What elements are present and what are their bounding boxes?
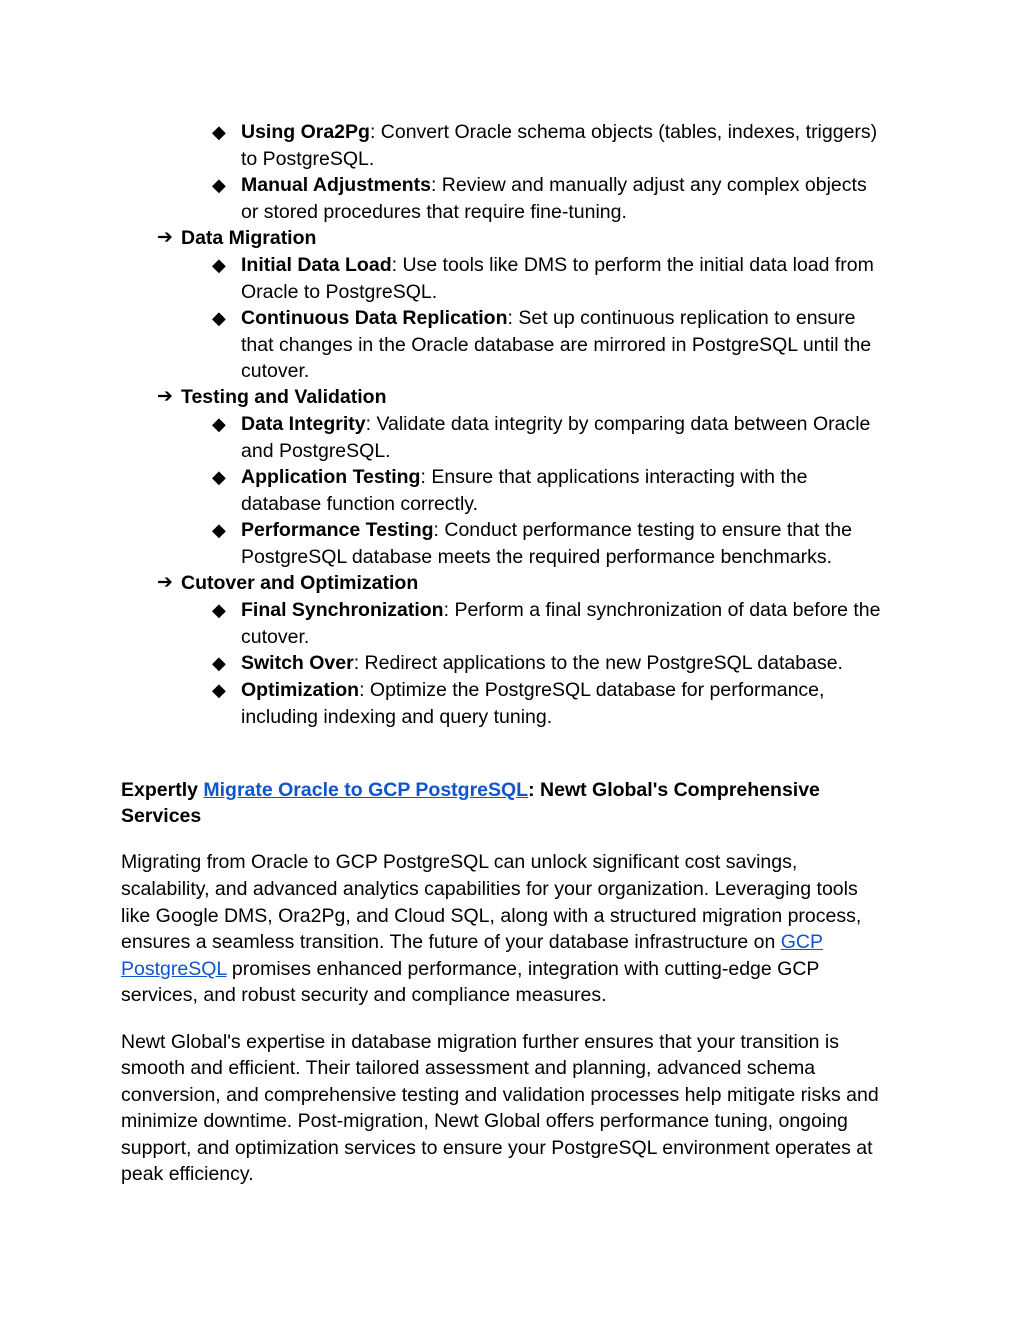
item-text: : Set up continuous replication to ensure — [507, 307, 856, 329]
item-text: : Optimize the PostgreSQL database for performance, — [359, 679, 825, 701]
item-text: : Conduct performance testing to ensure that the — [433, 519, 852, 541]
list-item-continuation: including indexing and query tuning. — [241, 706, 553, 728]
paragraph-line: conversion, and comprehensive testing and validation processes help mitigate risks and — [121, 1084, 879, 1106]
item-text: : Convert Oracle schema objects (tables, indexes, triggers) — [369, 121, 878, 143]
list-item-using-ora2pg — [241, 119, 877, 145]
list-item-final-synchronization — [241, 597, 880, 623]
paragraph-line: scalability, and advanced analytics capabilities for your organization. Leveraging tools — [121, 878, 858, 900]
heading-prefix: Expertly — [121, 779, 204, 801]
item-label: Initial Data Load — [241, 254, 392, 276]
paragraph-line: support, and optimization services to ensure your PostgreSQL environment operates at — [121, 1137, 873, 1159]
list-item-continuation: database function correctly. — [241, 493, 479, 515]
item-label: Data Integrity — [241, 413, 366, 435]
list-item-initial-data-load — [241, 252, 874, 278]
diamond-bullet-icon: ◆ — [212, 680, 226, 700]
paragraph-line: Newt Global's expertise in database migration further ensures that your transition is — [121, 1031, 839, 1053]
item-text: : Perform a final synchronization of data before the — [443, 599, 881, 621]
item-label: Using Ora2Pg — [241, 121, 370, 143]
item-text: : Use tools like DMS to perform the initial data load from — [391, 254, 874, 276]
paragraph-line — [121, 956, 819, 982]
diamond-bullet-icon: ◆ — [212, 122, 226, 142]
heading-suffix: : Newt Global's Comprehensive — [528, 779, 820, 801]
paragraph-line: services, and robust security and compliance measures. — [121, 984, 607, 1006]
paragraph-line: like Google DMS, Ora2Pg, and Cloud SQL, along with a structured migration process, — [121, 905, 862, 927]
section-heading — [121, 777, 820, 803]
item-text: : Ensure that applications interacting with the — [420, 466, 808, 488]
gcp-postgresql-link-cont[interactable]: PostgreSQL — [121, 958, 227, 980]
diamond-bullet-icon: ◆ — [212, 255, 226, 275]
list-item-performance-testing — [241, 517, 852, 543]
list-item-continuation: cutover. — [241, 360, 310, 382]
list-item-continuation: PostgreSQL database meets the required performance benchmarks. — [241, 546, 833, 568]
list-item-optimization — [241, 677, 824, 703]
list-item-continuation: to PostgreSQL. — [241, 148, 375, 170]
item-label: Continuous Data Replication — [241, 307, 508, 329]
list-item-continuation: that changes in the Oracle database are mirrored in PostgreSQL until the — [241, 334, 872, 356]
paragraph-line — [121, 929, 823, 955]
list-item-manual-adjustments — [241, 172, 867, 198]
diamond-bullet-icon: ◆ — [212, 467, 226, 487]
arrow-bullet-icon: ➔ — [157, 227, 173, 248]
item-label: Application Testing — [241, 466, 421, 488]
paragraph-text: promises enhanced performance, integration with cutting-edge GCP — [226, 958, 820, 980]
list-item-data-integrity — [241, 411, 870, 437]
diamond-bullet-icon: ◆ — [212, 308, 226, 328]
item-label: Final Synchronization — [241, 599, 444, 621]
list-item-data-migration: Data Migration — [181, 227, 317, 249]
paragraph-line: minimize downtime. Post-migration, Newt Global offers performance tuning, ongoing — [121, 1110, 848, 1132]
list-item-continuous-replication — [241, 305, 856, 331]
diamond-bullet-icon: ◆ — [212, 414, 226, 434]
list-item-continuation: cutover. — [241, 626, 310, 648]
paragraph-line: peak efficiency. — [121, 1163, 254, 1185]
item-label: Switch Over — [241, 652, 354, 674]
arrow-bullet-icon: ➔ — [157, 386, 173, 407]
item-label: Optimization — [241, 679, 360, 701]
diamond-bullet-icon: ◆ — [212, 653, 226, 673]
list-item-testing-validation: Testing and Validation — [181, 386, 387, 408]
item-label: Performance Testing — [241, 519, 434, 541]
section-heading-line2: Services — [121, 805, 202, 827]
list-item-application-testing — [241, 464, 807, 490]
list-item-continuation: and PostgreSQL. — [241, 440, 391, 462]
paragraph-line: smooth and efficient. Their tailored assessment and planning, advanced schema — [121, 1057, 816, 1079]
list-item-continuation: Oracle to PostgreSQL. — [241, 281, 438, 303]
item-text: : Review and manually adjust any complex objects — [430, 174, 867, 196]
paragraph-text: ensures a seamless transition. The future of your database infrastructure on — [121, 931, 781, 953]
heading-link[interactable]: Migrate Oracle to GCP PostgreSQL — [203, 779, 529, 801]
list-item-continuation: or stored procedures that require fine-tuning. — [241, 201, 627, 223]
item-text: : Validate data integrity by comparing data between Oracle — [365, 413, 871, 435]
list-item-switch-over — [241, 650, 843, 676]
arrow-bullet-icon: ➔ — [157, 572, 173, 593]
item-label: Manual Adjustments — [241, 174, 431, 196]
diamond-bullet-icon: ◆ — [212, 175, 226, 195]
paragraph-line: Migrating from Oracle to GCP PostgreSQL can unlock significant cost savings, — [121, 851, 798, 873]
list-item-cutover-optimization: Cutover and Optimization — [181, 572, 419, 594]
item-text: : Redirect applications to the new PostgreSQL database. — [353, 652, 843, 674]
diamond-bullet-icon: ◆ — [212, 600, 226, 620]
diamond-bullet-icon: ◆ — [212, 520, 226, 540]
gcp-postgresql-link[interactable]: GCP — [780, 931, 824, 953]
